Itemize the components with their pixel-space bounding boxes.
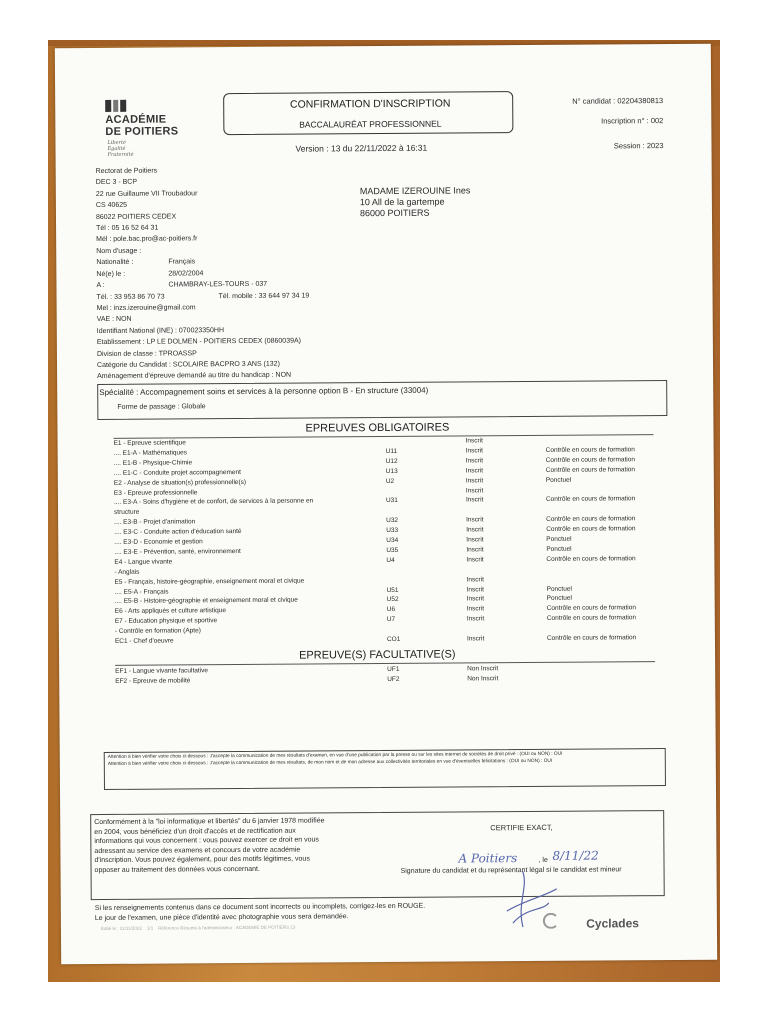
passage-mode: Ponctuel [546, 545, 572, 553]
epreuve-label: .... E3-E - Prévention, santé, environnement [114, 547, 241, 556]
passage-mode: Contrôle en cours de formation [546, 525, 636, 533]
forme-passage: Forme de passage : Globale [117, 403, 206, 411]
epreuve-label: - Contrôle en formation (Apte) [114, 627, 201, 635]
republic-logo-icon [105, 100, 129, 112]
footer-reference: Edité le : 22/11/2022 1/1 Référence Résumé à l'administrateur : ACADEMIE DE POITIERS 13 [100, 924, 296, 932]
inscription-number: Inscription n° : 002 [601, 116, 664, 126]
epreuve-label: EF2 - Epreuve de mobilité [115, 676, 191, 685]
unit-code: U2 [385, 477, 395, 485]
unit-code: UF1 [387, 665, 400, 673]
handwritten-place: A Poitiers [458, 851, 518, 866]
inscription-status: Inscrit [465, 486, 484, 494]
passage-mode: Contrôle en cours de formation [545, 465, 636, 474]
inscription-status: Inscrit [466, 615, 485, 623]
footer-instructions: Si les renseignements contenus dans ce document sont incorrects ou incomplets, corrigez-les en ROUGE. Le jour de l'examen, une pièce d'identité avec photographie vous sera demandée. [94, 902, 426, 922]
epreuve-label: structure [114, 509, 140, 517]
passage-mode: Contrôle en cours de formation [545, 446, 635, 454]
unit-code: U13 [385, 467, 398, 475]
unit-code: U32 [386, 517, 399, 525]
passage-mode: Contrôle en cours de formation [546, 604, 637, 613]
inscription-status: Inscrit [466, 546, 484, 554]
inscription-status: Inscrit [465, 467, 484, 475]
consent-collectivites: Attention à bien vérifier votre choix ci-dessous : J'accepte la communication de mes résultats, de mon nom et de mon adresse aux collectivités territoriales en vue d'éventuelles félicitations : (OUI ou NON) : OUI [107, 758, 553, 767]
document-title: CONFIRMATION D'INSCRIPTION [289, 97, 451, 111]
inscription-status: Inscrit [466, 595, 485, 603]
motto: Liberté Égalité Fraternité [107, 139, 134, 158]
consent-press: Attention à bien vérifier votre choix ci-dessous : J'accepte la communication de mes résultats d'examen, en vue d'une publication par la presse ou sur les sites internet de sociétés de droit privé : (OUI ou NON) : OUI [107, 751, 563, 760]
passage-mode: Ponctuel [545, 476, 572, 484]
academie-name: ACADÉMIE DE POITIERS [105, 113, 179, 138]
inscription-status: Inscrit [466, 575, 484, 584]
epreuve-label: E1 - Epreuve scientifique [113, 439, 186, 447]
passage-mode: Contrôle en cours de formation [546, 555, 636, 563]
recipient-name: MADAME IZEROUINE Ines [359, 185, 471, 197]
candidate-info: Nom d'usage : Nationalité : Français Né(e) le : 28/02/2004 A : CHAMBRAY-LES-TOURS - 037 Tél. : 33 953 86 70 73 Tél. mobile : 33 644 97 34 19 Mel : inzs.izerouine@gmail.com VAE : NON Identifiant National (INE) : 070023350HH Etablissement : LP LE DOLMEN - POITIERS CEDEX (0860039A) Division de classe : TPROASSP Catégorie du Candidat : SCOLAIRE BACPRO 3 ANS (132) Aménagement d'épreuve demandé au titre du handicap : NON [96, 247, 310, 381]
epreuve-label: .... E1-B - Physique-Chimie [113, 459, 193, 467]
unit-code: U51 [386, 586, 399, 594]
specialite-label: Spécialité : Accompagnement soins et services à la personne option B - En structure (33004) [99, 385, 429, 397]
epreuve-label: E2 - Analyse de situation(s) professionnelle(s) [113, 478, 247, 487]
passage-mode: Contrôle en cours de formation [546, 634, 637, 642]
inscription-status: Non Inscrit [467, 665, 499, 673]
epreuve-label: E5 - Français, histoire-géographie, enseignement moral et civique [114, 577, 305, 586]
document-subtitle: BACCALAURÉAT PROFESSIONNEL [299, 118, 442, 130]
epreuve-label: .... E1-C - Conduite projet accompagnement [113, 468, 241, 477]
unit-code: CO1 [386, 635, 401, 643]
epreuve-label: E4 - Langue vivante [114, 558, 173, 566]
inscription-status: Inscrit [465, 476, 484, 485]
version-info: Version : 13 du 22/11/2022 à 16:31 [295, 142, 428, 154]
cyclades-logo-icon [543, 913, 559, 929]
candidate-number: N° candidat : 02204380813 [572, 96, 664, 106]
unit-code: U11 [385, 447, 398, 455]
facultatives-title: EPREUVE(S) FACULTATIVE(S) [299, 648, 456, 662]
epreuve-label: EF1 - Langue vivante facultative [115, 667, 209, 675]
epreuve-label: E6 - Arts appliqués et culture artistique [114, 607, 227, 616]
handwritten-date: 8/11/22 [552, 848, 599, 863]
epreuve-label: .... E3-C - Conduite action d'éducation santé [114, 528, 242, 536]
unit-code: U4 [386, 556, 395, 564]
inscription-status: Inscrit [466, 526, 484, 534]
passage-mode: Contrôle en cours de formation [546, 614, 637, 623]
unit-code: U52 [386, 596, 399, 604]
passage-mode: Ponctuel [546, 585, 572, 593]
unit-code: U35 [386, 546, 399, 554]
unit-code: U33 [386, 527, 399, 535]
epreuve-label: .... E5-B - Histoire-géographie et enseignement moral et civique [114, 597, 298, 606]
passage-mode: Contrôle en cours de formation [545, 456, 635, 464]
unit-code: UF2 [387, 675, 400, 683]
epreuve-label: .... E3-A - Soins d'hygiène et de confort, de services à la personne en [113, 497, 314, 507]
inscription-status: Inscrit [465, 457, 484, 465]
epreuve-label: EC1 - Chef d'oeuvre [114, 637, 174, 645]
inscription-status: Inscrit [466, 536, 484, 544]
inscription-status: Inscrit [466, 605, 485, 613]
unit-code: U7 [386, 616, 396, 624]
inscription-status: Non Inscrit [467, 674, 499, 682]
rectorat-address: Rectorat de Poitiers DEC 3 - BCP 22 rue Guillaume VII Troubadour CS 40625 86022 POITIERS CEDEX Tél : 05 16 52 64 31 Mél : pole.bac.pro@ac-poitiers.fr [95, 167, 198, 244]
inscription-status: Inscrit [466, 585, 484, 593]
epreuve-label: .... E1-A - Mathématiques [113, 449, 188, 457]
inscription-status: Inscrit [465, 496, 484, 504]
signature-label: Signature du candidat et du représentant légal si le candidat est mineur [400, 866, 622, 875]
le-label: , le [538, 856, 548, 864]
cnil-text: Conformément à la "loi informatique et libertés" du 6 janvier 1978 modifiée en 2004, vous bénéficiez d'un droit d'accès et de rectification aux informations qui vous concernent : vous pouvez exercer ce droit en vous adressant au service des examens et concours de votre académie d'inscription. Vous pouvez également, pour des motifs légitimes, vous opposer au traitement des données vous concernant. [94, 817, 325, 875]
passage-mode: Ponctuel [546, 535, 572, 543]
epreuve-label: .... E3-B - Projet d'animation [114, 518, 196, 527]
unit-code: U34 [386, 536, 399, 544]
epreuve-label: .... E5-A - Français [114, 588, 169, 596]
epreuve-label: .... E3-D - Economie et gestion [114, 538, 203, 546]
inscription-document [55, 44, 717, 965]
publication-consent-box [104, 748, 666, 790]
session: Session : 2023 [613, 141, 664, 151]
epreuve-label: E7 - Education physique et sportive [114, 617, 218, 626]
passage-mode: Ponctuel [546, 595, 572, 603]
inscription-status: Inscrit [466, 556, 484, 564]
cyclades-brand: Cyclades [586, 916, 639, 931]
obligatoires-title: EPREUVES OBLIGATOIRES [305, 421, 450, 435]
epreuve-label: E3 - Epreuve professionnelle [113, 488, 198, 497]
inscription-status: Inscrit [465, 447, 483, 455]
inscription-status: Inscrit [466, 635, 485, 643]
inscription-status: Inscrit [466, 516, 484, 524]
epreuve-label: - Anglais [114, 568, 140, 576]
passage-mode: Contrôle en cours de formation [545, 495, 636, 504]
unit-code: U12 [385, 457, 398, 465]
certifie-exact: CERTIFIE EXACT, [490, 822, 553, 833]
unit-code: U31 [385, 497, 398, 505]
unit-code: U6 [386, 606, 396, 614]
inscription-status: Inscrit [465, 437, 483, 445]
passage-mode: Contrôle en cours de formation [546, 515, 636, 524]
recipient-address: MADAME IZEROUINE Ines 10 All de la gartempe 86000 POITIERS [359, 185, 471, 219]
